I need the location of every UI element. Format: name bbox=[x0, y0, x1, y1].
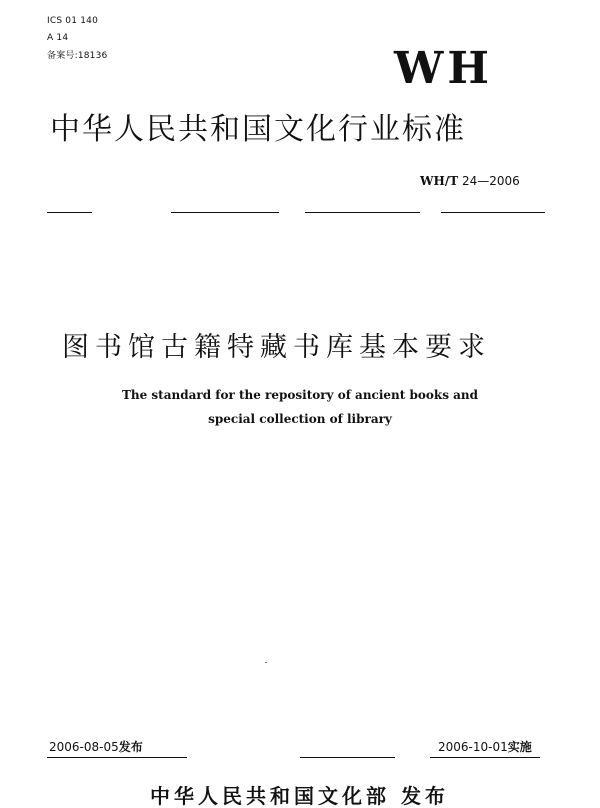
classification-code: A 14 bbox=[47, 33, 69, 43]
document-title-en-line2: special collection of library bbox=[208, 412, 392, 426]
record-number: 备案号:18136 bbox=[47, 51, 108, 61]
implementation-date-label: 实施 bbox=[507, 740, 532, 754]
document-title-en-line1: The standard for the repository of ancient books and bbox=[121, 388, 479, 402]
divider-rule bbox=[305, 212, 420, 213]
standard-number bbox=[420, 173, 520, 189]
standard-number-prefix: WH/T bbox=[420, 174, 459, 188]
wh-logo: WH bbox=[394, 43, 493, 94]
publisher: 中华人民共和国文化部 发布 bbox=[150, 784, 449, 808]
bottom-rule bbox=[300, 757, 395, 758]
issue-date-label: 发布 bbox=[118, 740, 143, 754]
ics-code: ICS 01 140 bbox=[47, 16, 99, 26]
divider-rule bbox=[47, 212, 92, 213]
implementation-date bbox=[438, 740, 532, 754]
standard-title: 中华人民共和国文化行业标准 bbox=[50, 112, 466, 147]
document-title-cn: 图书馆古籍特藏书库基本要求 bbox=[62, 332, 491, 363]
divider-rule bbox=[171, 212, 279, 213]
bottom-rule bbox=[47, 757, 187, 758]
standard-number-rest: 24—2006 bbox=[458, 174, 520, 188]
issue-date-value: 2006-08-05 bbox=[49, 740, 119, 754]
divider-rule bbox=[441, 212, 545, 213]
issue-date bbox=[49, 740, 143, 754]
bottom-rule bbox=[430, 757, 540, 758]
implementation-date-value: 2006-10-01 bbox=[438, 740, 508, 754]
scan-speck bbox=[265, 662, 267, 663]
